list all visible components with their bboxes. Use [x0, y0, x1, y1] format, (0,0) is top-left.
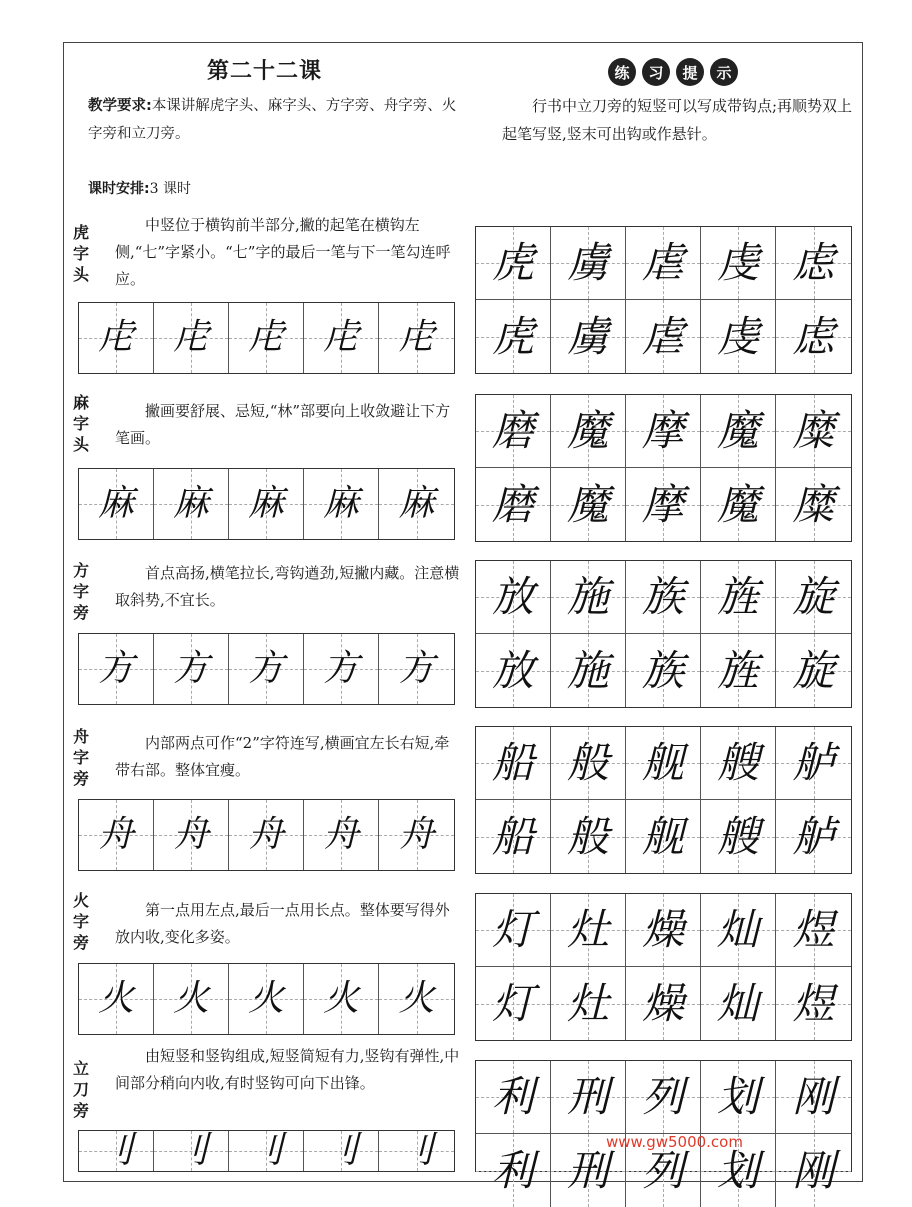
lesson-title: 第二十二课: [207, 59, 323, 84]
schedule-label: 课时安排:: [88, 181, 150, 197]
radical-practice-grid: [78, 633, 455, 705]
grid-cell: [229, 634, 304, 704]
radical-glyph: 火: [247, 978, 284, 1019]
example-character-grid: [475, 394, 852, 542]
example-character: 般: [566, 738, 609, 787]
grid-cell: [701, 727, 776, 800]
grid-cell: [776, 561, 851, 634]
example-character: 族: [641, 572, 684, 621]
grid-cell: [551, 300, 626, 373]
radical-glyph: 麻: [247, 483, 284, 524]
grid-cell: [626, 395, 701, 468]
example-character-grid: [475, 1060, 852, 1195]
grid-cell: [476, 967, 551, 1040]
grid-cell: [79, 1131, 154, 1171]
grid-cell: [701, 227, 776, 300]
grid-cell: [476, 395, 551, 468]
radical-glyph: 舟: [97, 814, 134, 855]
radical-practice-grid: [78, 1130, 455, 1172]
grid-cell: [776, 634, 851, 707]
grid-cell: [776, 894, 851, 967]
radical-glyph: 方: [398, 648, 435, 689]
grid-cell: [551, 561, 626, 634]
grid-cell: [79, 964, 154, 1034]
example-character: 灶: [566, 978, 609, 1028]
grid-cell: [551, 727, 626, 800]
grid-cell: [476, 468, 551, 541]
section-label: 火字旁: [72, 891, 89, 952]
grid-cell: [379, 469, 454, 539]
example-character: 列: [641, 1072, 684, 1121]
grid-cell: [154, 303, 229, 373]
grid-cell: [476, 894, 551, 967]
section-description: 首点高扬,横笔拉长,弯钩遒劲,短撇内藏。注意横取斜势,不宜长。: [115, 564, 460, 609]
grid-cell: [154, 800, 229, 870]
grid-cell: [551, 894, 626, 967]
example-character: 舻: [792, 811, 835, 861]
grid-cell: [551, 1061, 626, 1134]
grid-cell: [776, 227, 851, 300]
grid-cell: [154, 634, 229, 704]
grid-cell: [626, 300, 701, 373]
radical-glyph: 方: [247, 648, 284, 689]
example-character: 族: [641, 645, 684, 695]
example-character: 般: [566, 811, 609, 861]
radical-glyph: 方: [172, 648, 209, 689]
example-character: 艘: [716, 811, 759, 861]
example-character-grid: [475, 726, 852, 874]
grid-cell: [626, 727, 701, 800]
radical-glyph: 麻: [322, 483, 359, 524]
example-character-grid: [475, 560, 852, 708]
section-description: 由短竖和竖钩组成,短竖简短有力,竖钩有弹性,中间部分稍向内收,有时竖钩可向下出锋。: [115, 1047, 460, 1092]
example-character: 舰: [641, 738, 684, 787]
grid-cell: [551, 468, 626, 541]
example-character: 旌: [716, 572, 759, 621]
radical-glyph: 虍: [247, 317, 284, 358]
grid-cell: [776, 967, 851, 1040]
radical-glyph: 刂: [322, 1131, 359, 1171]
grid-cell: [229, 469, 304, 539]
radical-glyph: 火: [398, 978, 435, 1019]
grid-cell: [476, 800, 551, 873]
example-character: 虐: [641, 238, 684, 287]
radical-glyph: 麻: [172, 483, 209, 524]
example-character: 灿: [716, 978, 759, 1028]
example-character: 魔: [566, 479, 609, 529]
radical-glyph: 舟: [322, 814, 359, 855]
grid-cell: [551, 227, 626, 300]
radical-glyph: 方: [97, 648, 134, 689]
section-label: 虎字头: [72, 223, 89, 284]
practice-tips-text: 行书中立刀旁的短竖可以写成带钩点;再顺势双上起笔写竖,竖末可出钩或作悬针。: [502, 97, 853, 143]
example-character: 虎: [491, 238, 534, 287]
example-character: 利: [491, 1145, 534, 1195]
grid-cell: [476, 300, 551, 373]
grid-cell: [304, 303, 379, 373]
tip-heading-char: 习: [642, 58, 670, 86]
example-character: 船: [491, 738, 534, 787]
example-character: 虔: [716, 311, 759, 361]
requirements-label: 教学要求:: [88, 98, 152, 114]
example-character: 磨: [491, 406, 534, 455]
example-character: 灿: [716, 905, 759, 954]
grid-cell: [701, 1061, 776, 1134]
example-character: 虔: [716, 238, 759, 287]
example-character: 旋: [792, 572, 835, 621]
radical-glyph: 刂: [97, 1131, 134, 1171]
grid-cell: [551, 967, 626, 1040]
example-character: 灯: [491, 978, 534, 1028]
grid-cell: [476, 1061, 551, 1134]
radical-glyph: 虍: [97, 317, 134, 358]
radical-practice-grid: [78, 963, 455, 1035]
grid-cell: [776, 468, 851, 541]
grid-cell: [476, 561, 551, 634]
example-character: 放: [491, 645, 534, 695]
grid-cell: [304, 964, 379, 1034]
grid-cell: [626, 227, 701, 300]
grid-cell: [79, 469, 154, 539]
grid-cell: [551, 800, 626, 873]
section-label: 方字旁: [72, 561, 89, 622]
radical-glyph: 火: [97, 978, 134, 1019]
section-label: 麻字头: [72, 393, 89, 454]
teaching-requirements: [88, 92, 468, 148]
example-character: 虜: [566, 238, 609, 287]
grid-cell: [626, 634, 701, 707]
radical-glyph: 麻: [97, 483, 134, 524]
grid-cell: [701, 800, 776, 873]
grid-cell: [229, 800, 304, 870]
grid-cell: [701, 561, 776, 634]
schedule-text: 3 课时: [149, 181, 191, 197]
grid-cell: [776, 395, 851, 468]
grid-cell: [476, 727, 551, 800]
example-character: 舰: [641, 811, 684, 861]
radical-practice-grid: [78, 468, 455, 540]
example-character: 煜: [792, 905, 835, 954]
example-character: 放: [491, 572, 534, 621]
section-description: 中竖位于横钩前半部分,撇的起笔在横钩左侧,“七”字紧小。“七”字的最后一笔与下一笔勾连呼应。: [115, 216, 451, 288]
radical-glyph: 刂: [172, 1131, 209, 1171]
grid-cell: [626, 561, 701, 634]
example-character: 划: [716, 1145, 759, 1195]
grid-cell: [304, 634, 379, 704]
radical-practice-grid: [78, 799, 455, 871]
grid-cell: [154, 964, 229, 1034]
example-character: 旋: [792, 645, 835, 695]
grid-cell: [79, 634, 154, 704]
grid-cell: [776, 727, 851, 800]
grid-cell: [379, 634, 454, 704]
radical-glyph: 刂: [247, 1131, 284, 1171]
grid-cell: [776, 1134, 851, 1207]
grid-cell: [701, 634, 776, 707]
grid-cell: [551, 395, 626, 468]
example-character: 旌: [716, 645, 759, 695]
radical-glyph: 麻: [398, 483, 435, 524]
example-character: 虑: [792, 311, 835, 361]
grid-cell: [476, 634, 551, 707]
example-character: 虜: [566, 311, 609, 361]
grid-cell: [229, 1131, 304, 1171]
grid-cell: [229, 964, 304, 1034]
radical-glyph: 虍: [322, 317, 359, 358]
section-description: 内部两点可作“2”字符连写,横画宜左长右短,牵带右部。整体宜瘦。: [115, 734, 450, 779]
example-character: 灶: [566, 905, 609, 954]
example-character-grid: [475, 226, 852, 374]
section-label: 舟字旁: [72, 727, 89, 788]
grid-cell: [304, 1131, 379, 1171]
tip-heading-char: 练: [608, 58, 636, 86]
grid-cell: [304, 469, 379, 539]
example-character: 摩: [641, 406, 684, 455]
grid-cell: [776, 300, 851, 373]
radical-glyph: 方: [322, 648, 359, 689]
example-character: 虑: [792, 238, 835, 287]
grid-cell: [304, 800, 379, 870]
radical-glyph: 火: [322, 978, 359, 1019]
grid-cell: [476, 1134, 551, 1207]
watermark: www.gw5000.com: [606, 1133, 743, 1151]
grid-cell: [626, 800, 701, 873]
example-character: 船: [491, 811, 534, 861]
example-character: 划: [716, 1072, 759, 1121]
radical-glyph: 虍: [172, 317, 209, 358]
grid-cell: [626, 894, 701, 967]
grid-cell: [626, 468, 701, 541]
example-character: 摩: [641, 479, 684, 529]
example-character: 艘: [716, 738, 759, 787]
example-character: 刚: [792, 1145, 835, 1195]
grid-cell: [626, 1061, 701, 1134]
grid-cell: [701, 967, 776, 1040]
grid-cell: [79, 800, 154, 870]
grid-cell: [776, 800, 851, 873]
grid-cell: [626, 967, 701, 1040]
example-character: 施: [566, 572, 609, 621]
grid-cell: [551, 634, 626, 707]
example-character: 施: [566, 645, 609, 695]
radical-glyph: 虍: [398, 317, 435, 358]
tip-heading-char: 示: [710, 58, 738, 86]
example-character: 虎: [491, 311, 534, 361]
radical-glyph: 舟: [247, 814, 284, 855]
section-description: 第一点用左点,最后一点用长点。整体要写得外放内收,变化多姿。: [115, 901, 450, 946]
section-label: 立刀旁: [72, 1059, 89, 1120]
grid-cell: [379, 800, 454, 870]
grid-cell: [379, 964, 454, 1034]
grid-cell: [776, 1061, 851, 1134]
example-character: 煜: [792, 978, 835, 1028]
example-character: 磨: [491, 479, 534, 529]
tip-heading-char: 提: [676, 58, 704, 86]
example-character: 魔: [716, 406, 759, 455]
section-description: 撇画要舒展、忌短,“林”部要向上收敛避让下方笔画。: [115, 402, 451, 447]
example-character: 刑: [566, 1072, 609, 1121]
example-character: 魔: [566, 406, 609, 455]
example-character: 燥: [641, 905, 684, 954]
radical-glyph: 火: [172, 978, 209, 1019]
radical-practice-grid: [78, 302, 455, 374]
example-character: 虐: [641, 311, 684, 361]
grid-cell: [154, 469, 229, 539]
grid-cell: [229, 303, 304, 373]
grid-cell: [476, 227, 551, 300]
example-character: 刚: [792, 1072, 835, 1121]
example-character: 列: [641, 1145, 684, 1195]
class-schedule: [88, 178, 191, 198]
example-character: 利: [491, 1072, 534, 1121]
example-character: 糜: [792, 406, 835, 455]
grid-cell: [701, 894, 776, 967]
grid-cell: [79, 303, 154, 373]
radical-glyph: 刂: [398, 1131, 435, 1171]
grid-cell: [379, 303, 454, 373]
example-character: 刑: [566, 1145, 609, 1195]
practice-tips-heading: [608, 58, 738, 86]
example-character: 糜: [792, 479, 835, 529]
grid-cell: [379, 1131, 454, 1171]
grid-cell: [154, 1131, 229, 1171]
radical-glyph: 舟: [398, 814, 435, 855]
radical-glyph: 舟: [172, 814, 209, 855]
example-character-grid: [475, 893, 852, 1041]
requirements-text: 本课讲解虎字头、麻字头、方字旁、舟字旁、火字旁和立刀旁。: [88, 98, 457, 142]
example-character: 灯: [491, 905, 534, 954]
example-character: 魔: [716, 479, 759, 529]
grid-cell: [701, 395, 776, 468]
example-character: 舻: [792, 738, 835, 787]
example-character: 燥: [641, 978, 684, 1028]
grid-cell: [701, 300, 776, 373]
grid-cell: [701, 468, 776, 541]
